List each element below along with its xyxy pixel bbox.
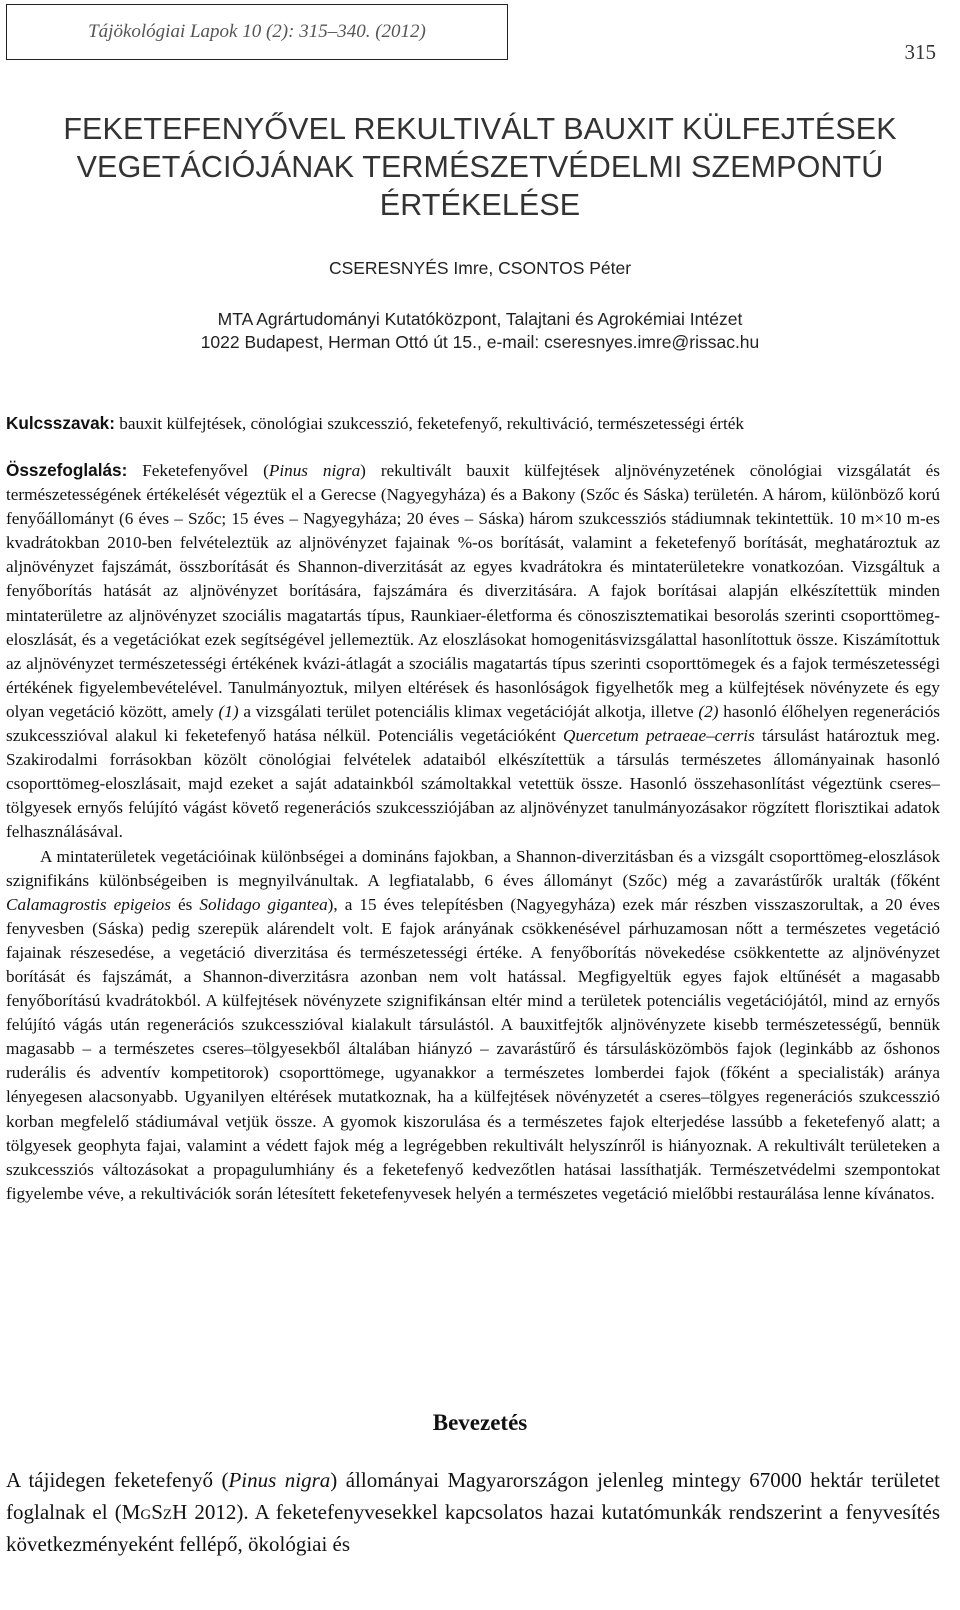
abstract-paragraph-2: A mintaterületek vegetációinak különbségei a domináns fajokban, a Shannon-diverzitásban és a vizsgált csoporttömeg-eloszlások szignifikáns különbségeiben is megnyilvánultak. A legfiatalabb, 6 éves állományt (Szőc) még a zavarástűrők uralták (főként Calamagrostis epigeios és Solidago gigantea), a 15 éves telepítésben (Nagyegyháza) ezek már részben visszaszorultak, a 20 éves fenyvesben (Sáska) pedig szerepük alárendelt volt. E fajok arányának csökkenésével párhuzamosan nőtt a természetes vegetáció fajainak részesedése, a vegetáció diverzitása és természetességi értéke. A fenyőborítás növekedése csökkentette az aljnövényzet borítását és fajszámát, a Shannon-diverzitásra azonban nem volt hatással. Megfigyeltük egyes fajok eltűnését a magasabb fenyőborítású kvadrátokból. A külfejtések növényzete szignifikánsan eltér mind a területek potenciális vegetációjától, mind az ernyős felújító vágás után regenerációs szukcesszióval kialakult társulástól. A bauxitfejtők aljnövényzete kisebb természetességű, bennük magasabb – a természetes cseres–tölgyesekből általában hiányzó – zavarástűrő és társulásközömbös fajok (leginkább az őshonos ruderális és adventív kompetitorok) csoporttömege, ugyanakkor a természetes lomberdei fajok (főként a specialisták) aránya lényegesen alacsonyabb. Ugyanilyen eltérések mutatkoznak, ha a külfejtések növényzetét a cseres–tölgyes regenerációs szukcesszió korban megfelelő stádiumával vetjük össze. A gyomok kiszorulása és a természetes fajok elterjedése lassúbb a feketefenyő alatt; a tölgyesek geophyta fajai, valamint a védett fajok még a legrégebben rekultivált helyszínről is hiányoznak. A rekultivált területeken a szukcessziós változásokat a propagulumhiány és a feketefenyő kedvezőtlen hatásai lassíthatják. Természetvédelmi szempontokat figyelembe véve, a rekultivációk során létesített feketefenyvesek helyén a természetes vegetáció mielőbbi restaurálása lenne kívánatos.: [6, 846, 940, 1203]
affiliation: [0, 308, 960, 354]
authors: CSERESNYÉS Imre, CSONTOS Péter: [328, 258, 632, 278]
article-title: [30, 110, 930, 224]
section-heading: Bevezetés: [432, 1410, 528, 1435]
species-name: Calamagrostis epigeios: [6, 894, 171, 914]
abstract-label: Összefoglalás:: [6, 460, 128, 480]
species-name: Solidago gigantea: [199, 894, 328, 914]
abstract-paragraph-1: Összefoglalás: Feketefenyővel (Pinus nigra) rekultivált bauxit külfejtések aljnövényzetének cönológiai vizsgálatát és természetességének értékelését végeztük el a Gerecse (Nagyegyháza) és a Bakony (Szőc és Sáska) területén. A három, különböző korú fenyőállományt (6 éves – Szőc; 15 éves – Nagyegyháza; 20 éves – Sáska) három szukcessziós stádiumnak tekintettük. 10 m×10 m-es kvadrátokban 2010-ben felvételeztük az aljnövényzet fajainak %-os borítását, valamint a feketefenyő borítását, meghatároztuk az aljnövényzet fajszámát, összborítását és Shannon-diverzitását az egyes kvadrátokra és mintaterületekre vonatkozóan. Vizsgáltuk a fenyőborítás hatását az aljnövényzet borítására, fajszámára és diverzitására. A fajok borításai alapján elkészítettük minden mintaterületre az aljnövényzet szociális magatartás típus, Raunkiaer-életforma és cönoszisztematikai besorolás szerinti csoporttömeg-eloszlását, és a vegetációkat ezek segítségével jellemeztük. Az eloszlásokat homogenitásvizsgálattal hasonlítottuk össze. Kiszámítottuk az aljnövényzet természetességi értékének kvázi-átlagát a szociális magatartás típus szerinti csoporttömegek és a fajok természetességi értékének figyelembevételével. Tanulmányoztuk, milyen eltérések és hasonlóságok figyelhetők meg a külfejtések növényzete és egy olyan vegetáció között, amely (1) a vizsgálati terület potenciális klimax vegetációját alkotja, illetve (2) hasonló élőhelyen regenerációs szukcesszióval alakul ki feketefenyő hatása nélkül. Potenciális vegetációként Quercetum petraeae–cerris társulást határoztuk meg. Szakirodalmi forrásokban közölt cönológiai felvételek adataiból elkészítettük a társulás természetes állományainak hasonló csoporttömeg-eloszlásait, majd ezeket a saját adatainkból számoltakkal vetettük össze. Hasonló összehasonlítást végeztünk cseres–tölgyesek ernyős felújító vágást követő regenerációs szukcessziójában az aljnövényzet tanulmányozásakor rögzített florisztikai adatok felhasználásával.: [6, 460, 940, 842]
species-name: Pinus nigra: [268, 461, 361, 480]
association-name: Quercetum petraeae–cerris: [563, 726, 755, 746]
intro-paragraph: A tájidegen feketefenyő (Pinus nigra) állományai Magyarországon jelenleg mintegy 67000 hektár területet foglalnak el (MgSzH 2012). A feketefenyvesekkel kapcsolatos hazai kutatómunkák rendszerint a fenyvesítés következményeként fellépő, ökológiai és: [6, 1468, 941, 1556]
affiliation-institute: MTA Agrártudományi Kutatóközpont, Talajtani és Agrokémiai Intézet: [217, 309, 743, 329]
species-name: Pinus nigra: [228, 1468, 331, 1492]
title-line: FEKETEFENYŐVEL REKULTIVÁLT BAUXIT KÜLFEJTÉSEK: [63, 112, 897, 146]
page-number: 315: [904, 40, 936, 64]
keywords-label: Kulcsszavak:: [6, 413, 115, 433]
keywords: [6, 412, 940, 435]
journal-citation-box: [6, 4, 508, 60]
keywords-text: bauxit külfejtések, cönológiai szukcesszió, feketefenyő, rekultiváció, természetességi érték: [119, 414, 744, 433]
title-line: ÉRTÉKELÉSE: [379, 188, 581, 222]
title-line: VEGETÁCIÓJÁNAK TERMÉSZETVÉDELMI SZEMPONTÚ: [76, 150, 884, 184]
abstract: [6, 458, 940, 1206]
affiliation-address: 1022 Budapest, Herman Ottó út 15., e-mail: cseresnyes.imre@rissac.hu: [200, 332, 760, 352]
journal-citation: Tájökológiai Lapok 10 (2): 315–340. (2012): [88, 21, 426, 42]
